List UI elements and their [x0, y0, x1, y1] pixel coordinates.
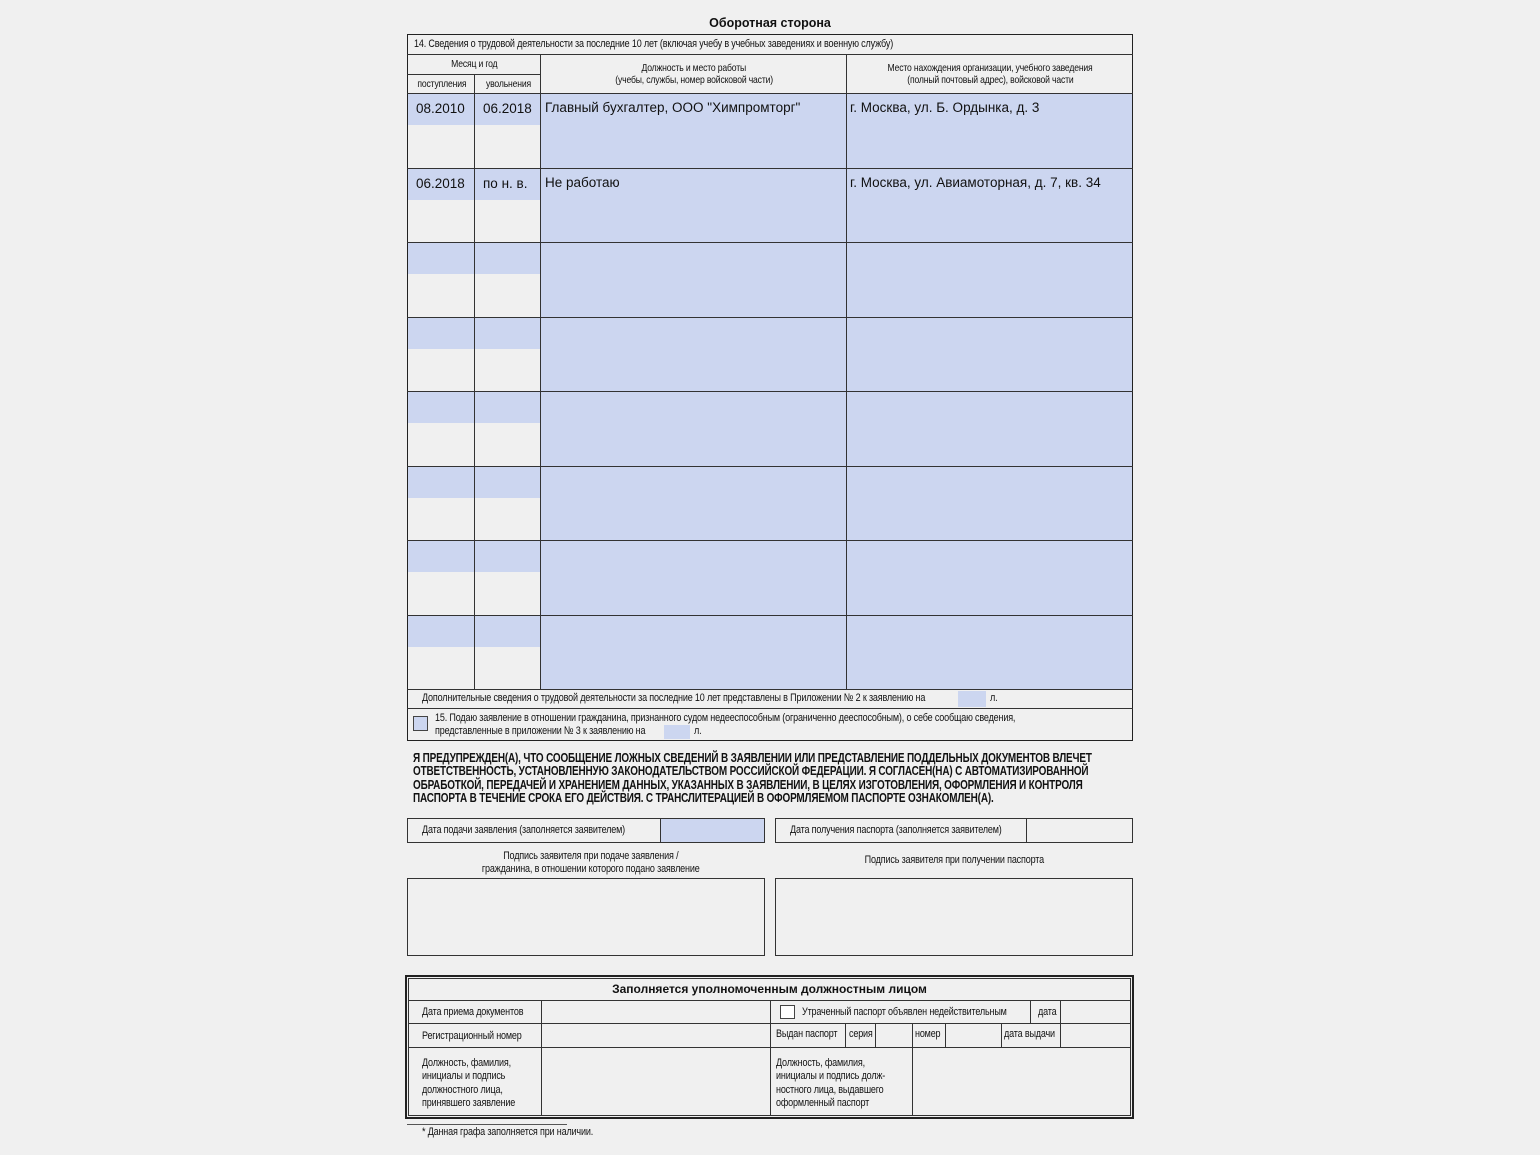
issue-date-field[interactable]: [1061, 1024, 1131, 1046]
header-location: Место нахождения организации, учебного заведения (полный почтовый адрес), войсковой части: [887, 62, 1093, 86]
position-value: Главный бухгалтер, ООО "Химпромторг": [545, 100, 801, 115]
series-label: серия: [849, 1028, 873, 1040]
section15-suffix: л.: [694, 725, 702, 737]
position-field[interactable]: [541, 467, 846, 541]
lost-passport-checkbox[interactable]: [780, 1005, 795, 1019]
location-value: г. Москва, ул. Авиамоторная, д. 7, кв. 34: [850, 174, 1101, 190]
submit-signature-label: Подпись заявителя при подаче заявления / гражданина, в отношении которого подано заявление: [482, 850, 700, 875]
legal-warning: Я ПРЕДУПРЕЖДЕН(А), ЧТО СООБЩЕНИЕ ЛОЖНЫХ СВЕДЕНИЙ В ЗАЯВЛЕНИИ ИЛИ ПРЕДСТАВЛЕНИЕ ПОДДЕЛЬНЫХ ДОКУМЕНТОВ ВЛЕЧЕТ ОТВЕТСТВЕННОСТЬ, УСТАНОВЛЕННУЮ ЗАКОНОДАТЕЛЬСТВОМ РОССИЙСКОЙ ФЕДЕРАЦИИ. Я СОГЛАСЕН(НА) С АВТОМАТИЗИРОВАННОЙ ОБРАБОТКОЙ, ПЕРЕДАЧЕЙ И ХРАНЕНИЕМ ДАННЫХ, УКАЗАННЫХ В ЗАЯВЛЕНИИ, В ЦЕЛЯХ ИЗГОТОВЛЕНИЯ, ОФОРМЛЕНИЯ И КОНТРОЛЯ ПАСПОРТА В ТЕЧЕНИЕ СРОКА ЕГО ДЕЙСТВИЯ. С ТРАНСЛИТЕРАЦИЕЙ В ОФОРМЛЯЕМОМ ПАСПОРТЕ ОЗНАКОМЛЕН(А).: [413, 751, 1092, 806]
end-date-field[interactable]: [475, 541, 540, 572]
date-accepted-label: Дата приема документов: [422, 1006, 524, 1018]
position-field[interactable]: [541, 541, 846, 615]
start-date-value: 06.2018: [416, 175, 465, 191]
section15-checkbox[interactable]: [413, 716, 428, 731]
submit-signature-box[interactable]: [407, 878, 765, 956]
location-field[interactable]: [847, 541, 1132, 615]
end-date-field[interactable]: [475, 467, 540, 498]
end-date-value: по н. в.: [483, 175, 528, 191]
submit-date-label: Дата подачи заявления (заполняется заявителем): [422, 824, 626, 836]
location-field[interactable]: [847, 243, 1132, 317]
start-date-value: 08.2010: [416, 101, 465, 116]
number-field[interactable]: [946, 1024, 1001, 1046]
reg-number-label: Регистрационный номер: [422, 1030, 522, 1042]
date-accepted-field[interactable]: [542, 1001, 770, 1023]
accepted-by-label: Должность, фамилия, инициалы и подпись должностного лица, принявшего заявление: [422, 1057, 516, 1109]
issued-passport-label: Выдан паспорт: [776, 1028, 838, 1040]
header-start: поступления: [416, 78, 466, 90]
header-month-year: Месяц и год: [451, 58, 498, 70]
start-date-field[interactable]: [408, 541, 474, 572]
additional-sheets-field[interactable]: [958, 691, 986, 707]
official-title: Заполняется уполномоченным должностным лицом: [612, 982, 927, 996]
start-date-field[interactable]: [408, 616, 474, 647]
location-field[interactable]: [847, 616, 1132, 690]
end-date-field[interactable]: [475, 318, 540, 349]
position-field[interactable]: [541, 392, 846, 466]
section14-title: 14. Сведения о трудовой деятельности за последние 10 лет (включая учебу в учебных заведениях и военную службу): [414, 38, 894, 50]
location-field[interactable]: [847, 318, 1132, 392]
receive-date-field[interactable]: [1027, 819, 1132, 842]
submit-date-field[interactable]: [661, 819, 764, 842]
receive-date-label: Дата получения паспорта (заполняется заявителем): [790, 824, 1002, 836]
end-date-field[interactable]: [475, 243, 540, 274]
position-value: Не работаю: [545, 174, 620, 190]
additional-suffix: л.: [990, 692, 998, 704]
page-title: Оборотная сторона: [709, 16, 831, 30]
location-field[interactable]: [847, 392, 1132, 466]
section15-sheets-field[interactable]: [664, 725, 690, 739]
section15-text: 15. Подаю заявление в отношении гражданина, признанного судом недееспособным (ограниченно дееспособным), о себе сообщаю сведения, представленные в приложении № 3 к заявлению на: [435, 712, 1016, 737]
start-date-field[interactable]: [408, 392, 474, 423]
receive-signature-label: Подпись заявителя при получении паспорта: [864, 854, 1044, 866]
issue-date-label: дата выдачи: [1004, 1028, 1055, 1040]
issued-by-field[interactable]: [913, 1048, 1131, 1116]
header-position: Должность и место работы (учебы, службы, номер войсковой части): [615, 62, 773, 86]
position-field[interactable]: [541, 243, 846, 317]
receive-signature-box[interactable]: [775, 878, 1133, 956]
start-date-field[interactable]: [408, 467, 474, 498]
reg-number-field[interactable]: [542, 1024, 770, 1046]
lost-date-field[interactable]: [1061, 1001, 1131, 1023]
lost-passport-label: Утраченный паспорт объявлен недействительным: [802, 1006, 1007, 1018]
location-value: г. Москва, ул. Б. Ордынка, д. 3: [850, 100, 1040, 115]
footnote: * Данная графа заполняется при наличии.: [422, 1126, 594, 1138]
additional-info-text: Дополнительные сведения о трудовой деятельности за последние 10 лет представлены в Приложении № 2 к заявлению на: [422, 692, 926, 704]
end-date-field[interactable]: [475, 616, 540, 647]
location-field[interactable]: [847, 467, 1132, 541]
series-field[interactable]: [876, 1024, 912, 1046]
position-field[interactable]: [541, 616, 846, 690]
accepted-by-field[interactable]: [542, 1048, 770, 1116]
issued-by-label: Должность, фамилия, инициалы и подпись долж- ностного лица, выдавшего оформленный паспорт: [776, 1057, 886, 1109]
start-date-field[interactable]: [408, 318, 474, 349]
position-field[interactable]: [541, 318, 846, 392]
number-label: номер: [915, 1028, 941, 1040]
header-end: увольнения: [485, 78, 531, 90]
lost-date-label: дата: [1038, 1006, 1057, 1018]
start-date-field[interactable]: [408, 243, 474, 274]
end-date-value: 06.2018: [483, 101, 532, 116]
end-date-field[interactable]: [475, 392, 540, 423]
